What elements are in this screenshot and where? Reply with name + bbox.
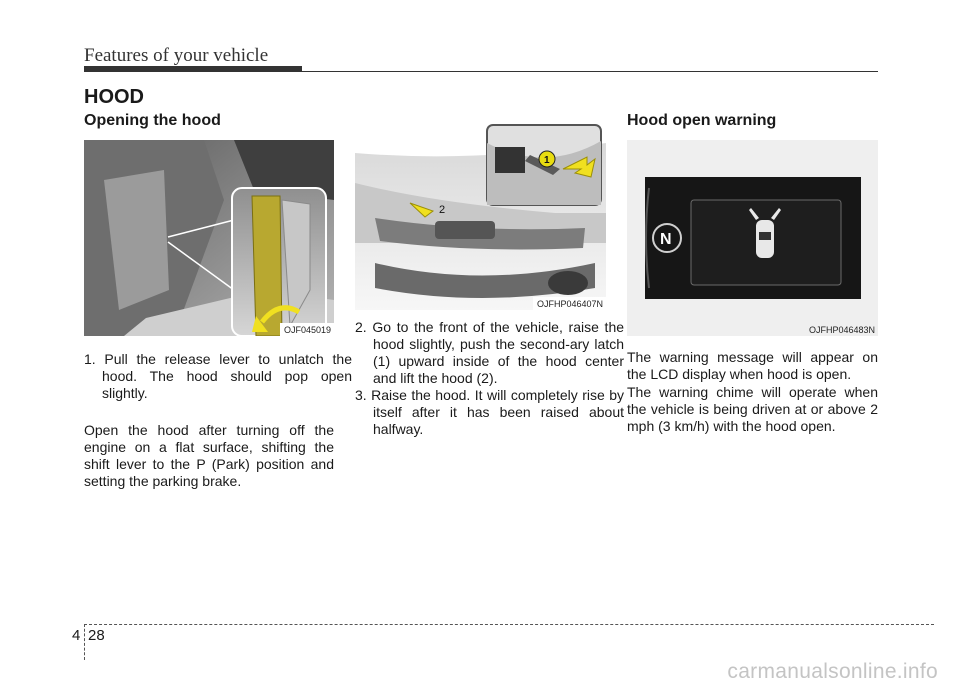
opening-paragraph: Open the hood after turning off the engine on a flat surface, shifting the shift lever to the P (Park) position and setting the parking brake. [84, 422, 334, 489]
header-rule-thick [84, 66, 302, 72]
opening-hood-heading: Opening the hood [84, 112, 221, 129]
warning-paragraph-1: The warning message will appear on the LCD display when hood is open. [627, 349, 878, 382]
step-2 [355, 319, 624, 387]
page-number: 28 [88, 627, 105, 644]
section-title: HOOD [84, 86, 144, 108]
release-lever-figure [84, 140, 334, 336]
figure-code: OJFHP046483N [805, 323, 878, 336]
hood-latch-illustration [355, 113, 606, 310]
step-number: 2. [355, 319, 367, 335]
warning-paragraph-2: The warning chime will operate when the vehicle is being driven at or above 2 mph (3 km/h) with the hood open. [627, 384, 878, 434]
figure-code: OJFHP046407N [533, 297, 606, 310]
watermark: carmanualsonline.info [727, 660, 938, 683]
chapter-number: 4 [72, 627, 81, 644]
step-number: 3. [355, 387, 367, 403]
release-lever-illustration [84, 140, 334, 336]
header-rule-thin [302, 71, 878, 72]
step-text: Pull the release lever to unlatch the hood. The hood should pop open slightly. [102, 351, 352, 401]
footer-divider [84, 624, 85, 660]
step-1 [84, 351, 352, 402]
step-number: 1. [84, 351, 96, 367]
step-text: Raise the hood. It will completely rise by itself after it has been raised about halfway. [371, 387, 625, 437]
chapter-header: Features of your vehicle [84, 45, 269, 66]
gear-indicator: N [660, 231, 672, 248]
lcd-display-figure [627, 140, 878, 336]
hood-open-warning-heading: Hood open warning [627, 112, 777, 129]
figure-code: OJF045019 [280, 323, 334, 336]
step-text: Go to the front of the vehicle, raise the hood slightly, push the second-ary latch (1) upward inside of the hood center and lift the hood (2). [372, 319, 625, 386]
callout-2: 2 [439, 204, 446, 216]
hood-latch-figure [355, 113, 606, 310]
footer-rule [84, 624, 934, 625]
step-3 [355, 387, 624, 438]
lcd-display-illustration [627, 140, 878, 336]
callout-1: 1 [544, 155, 550, 166]
